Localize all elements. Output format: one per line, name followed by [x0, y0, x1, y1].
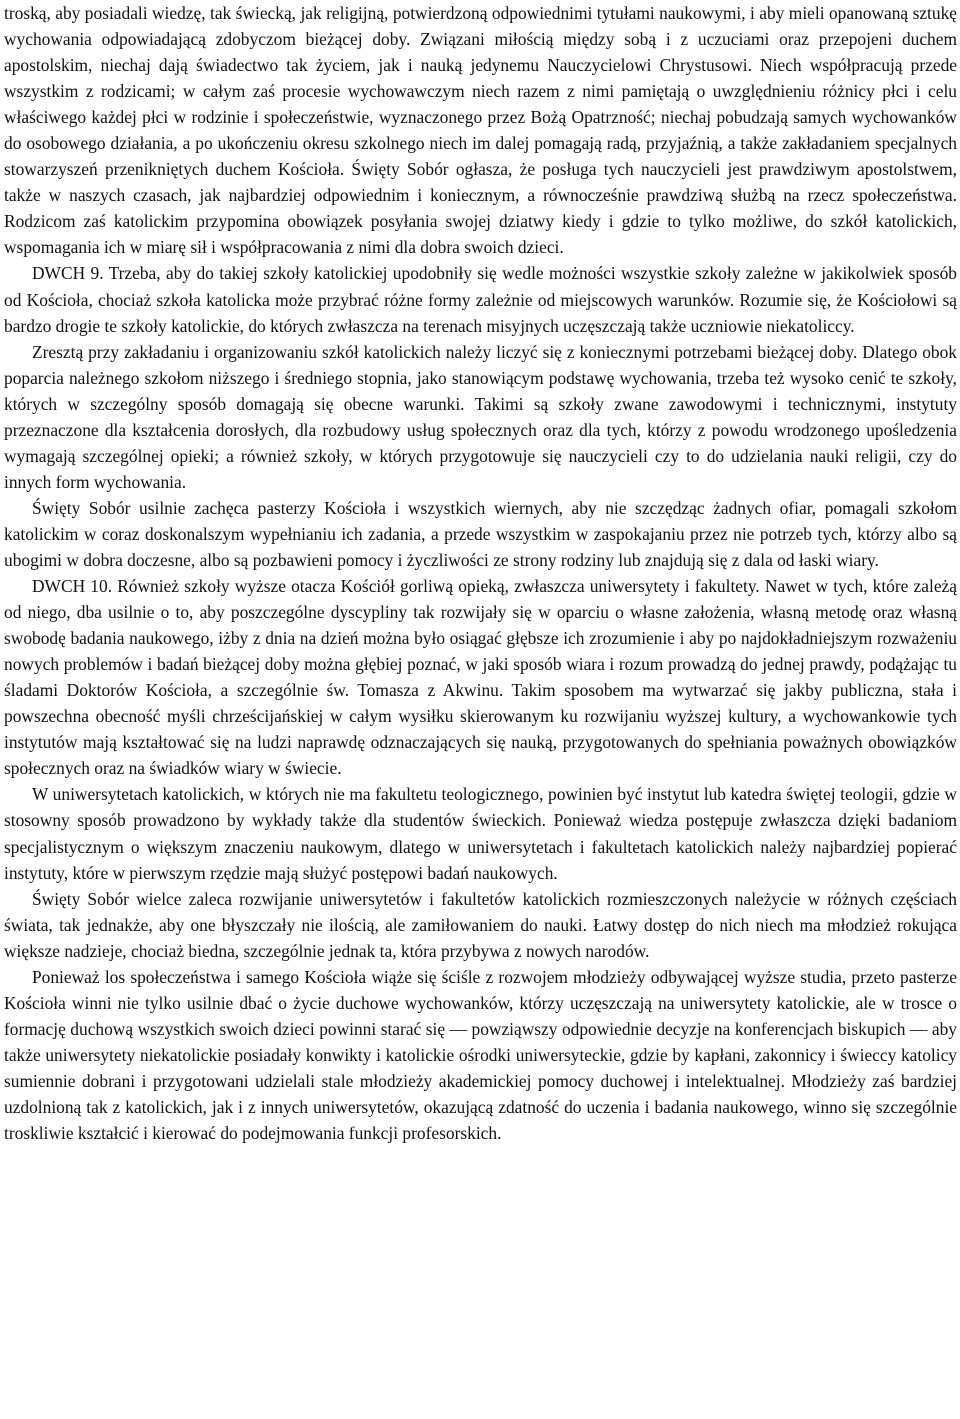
paragraph-3: Zresztą przy zakładaniu i organizowaniu szkół katolickich należy liczyć się z koniecznymi potrzebami bieżącej doby. Dlatego obok poparcia należnego szkołom niższego i średniego stopnia, jako stanowiącym podstawę wychowania, trzeba też wysoko cenić te szkoły, których w szczególny sposób domagają się obecne warunki. Takimi są szkoły zwane zawodowymi i technicznymi, instytuty przeznaczone dla kształcenia dorosłych, dla rozbudowy usług społecznych oraz dla tych, którzy z powodu wrodzonego upośledzenia wymagają szczególnej opieki; a również szkoły, w których przygotowuje się nauczycieli czy to do udzielania nauki religii, czy do innych form wychowania.: [4, 341, 957, 492]
paragraph-dwch-9: DWCH 9. Trzeba, aby do takiej szkoły katolickiej upodobniły się wedle możności wszystkie szkoły zależne w jakikolwiek sposób od Kościoła, chociaż szkoła katolicka może przybrać różne formy zależnie od miejscowych warunków. Rozumie się, że Kościołowi są bardzo drogie te szkoły katolickie, do których zwłaszcza na terenach misyjnych uczęszczają także uczniowie niekatoliccy.: [4, 263, 957, 336]
paragraph-8: Ponieważ los społeczeństwa i samego Kościoła wiąże się ściśle z rozwojem młodzieży odbywającej wyższe studia, przeto pasterze Kościoła winni nie tylko usilnie dbać o życie duchowe wychowanków, którzy uczęszczają na uniwersytety katolickie, ale w trosce o formację duchową wszystkich swoich dzieci powinni starać się — powziąwszy odpowiednie decyzje na konferencjach biskupich — aby także uniwersytety niekatolickie posiadały konwikty i katolickie ośrodki uniwersyteckie, gdzie by kapłani, zakonnicy i świeccy katolicy sumiennie dobrani i przygotowani udzielali stale młodzieży akademickiej pomocy duchowej i intelektualnej. Młodzieży zaś bardziej uzdolnioną tak z katolickich, jak i z innych uniwersytetów, okazującą zdatność do uczenia i badania naukowego, winno się szczególnie troskliwie kształcić i kierować do podejmowania funkcji profesorskich.: [4, 966, 957, 1144]
paragraph-dwch-10: DWCH 10. Również szkoły wyższe otacza Kościół gorliwą opieką, zwłaszcza uniwersytety i fakultety. Nawet w tych, które zależą od niego, dba usilnie o to, aby poszczególne dyscypliny tak rozwijały się w oparciu o własne założenia, własną metodę oraz własną swobodę badania naukowego, iżby z dnia na dzień można było osiągać głębsze ich zrozumienie i aby po najdokładniejszym rozważeniu nowych problemów i badań bieżącej doby można głębiej poznać, w jaki sposób wiara i rozum prowadzą do jednej prawdy, podążając tu śladami Doktorów Kościoła, a szczególnie św. Tomasza z Akwinu. Takim sposobem ma wytwarzać się jakby publiczna, stała i powszechna obecność myśli chrześcijańskiej w całym wysiłku skierowanym ku rozwijaniu wyższej kultury, a wychowankowie tych instytutów mają kształtować się na ludzi naprawdę odznaczających się nauką, przygotowanych do spełniania poważnych obowiązków społecznych oraz na świadków wiary w świecie.: [4, 576, 957, 779]
paragraph-7: Święty Sobór wielce zaleca rozwijanie uniwersytetów i fakultetów katolickich rozmieszczonych należycie w różnych częściach świata, tak jednakże, aby one błyszczały nie ilością, ale zamiłowaniem do nauki. Łatwy dostęp do nich niech ma młodzież rokująca większe nadzieje, chociaż biedna, szczególnie jednak ta, która przybywa z nowych narodów.: [4, 888, 957, 961]
paragraph-4: Święty Sobór usilnie zachęca pasterzy Kościoła i wszystkich wiernych, aby nie szczędząc żadnych ofiar, pomagali szkołom katolickim w coraz doskonalszym wypełnianiu ich zadania, a przede wszystkim w zaspokajaniu przez nie potrzeb tych, którzy albo są ubogimi w dobra doczesne, albo są pozbawieni pomocy i życzliwości ze strony rodziny lub znajdują się z dala od łaski wiary.: [4, 497, 957, 570]
paragraph-6: W uniwersytetach katolickich, w których nie ma fakultetu teologicznego, powinien być instytut lub katedra świętej teologii, gdzie w stosowny sposób prowadzono by wykłady także dla studentów świeckich. Ponieważ wiedza postępuje zwłaszcza dzięki badaniom specjalistycznym o większym znaczeniu naukowym, dlatego w uniwersytetach i fakultetach katolickich należy najbardziej popierać instytuty, które w pierwszym rzędzie mają służyć postępowi badań naukowych.: [4, 784, 957, 883]
document-body: [4, 0, 957, 1146]
paragraph-1: troską, aby posiadali wiedzę, tak świecką, jak religijną, potwierdzoną odpowiednimi tytułami naukowymi, i aby mieli opanowaną sztukę wychowania odpowiadającą zdobyczom bieżącej doby. Związani miłością między sobą i z uczuciami oraz przepojeni duchem apostolskim, niechaj dają świadectwo tak życiem, jak i nauką jedynemu Nauczycielowi Chrystusowi. Niech współpracują przede wszystkim z rodzicami; w całym zaś procesie wychowawczym niech razem z nimi pamiętają o uwzględnieniu różnicy płci i celu właściwego każdej płci w rodzinie i społeczeństwie, wyznaczonego przez Bożą Opatrzność; niechaj pobudzają samych wychowanków do osobowego działania, a po ukończeniu okresu szkolnego niech im dalej pomagają radą, przyjaźnią, a także zakładaniem specjalnych stowarzyszeń przenikniętych duchem Kościoła. Święty Sobór ogłasza, że posługa tych nauczycieli jest prawdziwym apostolstwem, także w naszych czasach, jak najbardziej odpowiednim i koniecznym, a równocześnie prawdziwą służbą na rzecz społeczeństwa. Rodzicom zaś katolickim przypomina obowiązek posyłania swojej dziatwy kiedy i gdzie to tylko możliwe, do szkół katolickich, wspomagania ich w miarę sił i współpracowania z nimi dla dobra swoich dzieci.: [4, 3, 957, 258]
